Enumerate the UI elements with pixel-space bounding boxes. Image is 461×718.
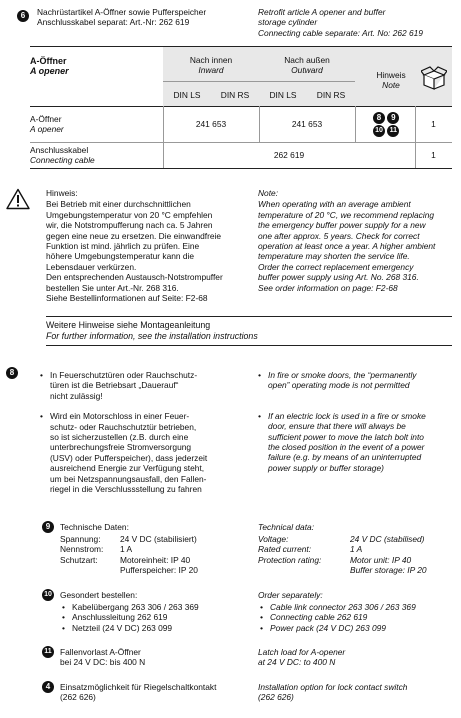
- section-11-en: Latch load for A-opener at 24 V DC: to 400 N: [258, 647, 346, 668]
- header-de: Nachrüstartikel A-Öffner sowie Pufferspeicher Anschlusskabel separat: Art.-Nr: 262 619: [37, 7, 207, 28]
- row-a-opener-outward: 241 653: [291, 119, 323, 129]
- row-cable-qty: 1: [431, 150, 436, 160]
- list-item: • Netzteil (24 V DC) 263 099: [62, 623, 199, 633]
- warning-de: Hinweis: Bei Betrieb mit einer durchschnittlichen Umgebungstemperatur von 20 °C empfehlen wir, die Notstrompufferung nach ca. 5 Jahren gegen eine neue zu ersetzen. Die einwandfreie Funktion ist mind. jährlich zu prüfen. Eine höhere Umgebungstemperatur kann die Lebensdauer verkürzen. Den entsprechenden Austausch-Notstrompuffer bestellen Sie unter Art.-Nr. 268 316. Siehe Bestellinformationen auf Seite: F2-68: [46, 188, 223, 304]
- section-9-title-en: Technical data:: [258, 522, 315, 532]
- further-top-rule: [46, 316, 452, 317]
- order-list-en: [260, 602, 416, 633]
- item-number-9: 9: [42, 521, 54, 533]
- outward-header: Nach außen Outward: [284, 55, 330, 76]
- item-number-10: 10: [42, 589, 54, 601]
- tech-data-en: Voltage: 24 V DC (stabilised) Rated current: 1 A Protection rating: Motor unit: IP 40 Buffer storage: IP 20: [258, 534, 427, 576]
- warning-en: Note: When operating with an average ambient temperature of 20 °C, we recommend replacing the emergency buffer power supply for a new one after approx. 5 years. Check for correct operation at least once a year. A higher ambient temperature may shorten the service life. Order the correct replacement emergency buffer power supply using Art. No. 268 316. See order information on page: F2-68: [258, 188, 436, 293]
- table-bottom-rule: [30, 168, 452, 169]
- table-title-de: A-Öffner: [30, 56, 67, 66]
- item-number-8: 8: [6, 367, 18, 379]
- note-number-10: 10: [373, 125, 385, 137]
- list-item: • Power pack (24 V DC) 263 099: [260, 623, 416, 633]
- item-number-4: 4: [42, 681, 54, 693]
- section-11-de: Fallenvorlast A-Öffner bei 24 V DC: bis 400 N: [60, 647, 146, 668]
- table-header-rule: [30, 106, 452, 107]
- note-number-9: 9: [387, 112, 399, 124]
- row-a-opener-qty: 1: [431, 119, 436, 129]
- list-item: • In Feuerschutztüren oder Rauchschutz- türen ist die Betriebsart „Dauerauf“ nicht zulässig!: [40, 370, 250, 401]
- din-ls-header: DIN LS: [269, 90, 297, 100]
- table-header-divider: [163, 81, 355, 82]
- section-8-de: [40, 370, 250, 494]
- inward-header: Nach innen Inward: [189, 55, 233, 76]
- section-10-title-de: Gesondert bestellen:: [60, 590, 138, 600]
- item-number-11: 11: [42, 646, 54, 658]
- din-rs-header: DIN RS: [316, 90, 346, 100]
- table-top-rule: [30, 46, 452, 47]
- header-en: Retrofit article A opener and buffer storage cylinder Connecting cable separate: Art. No: 262 619: [258, 7, 423, 38]
- note-number-8: 8: [373, 112, 385, 124]
- section-4-en: Installation option for lock contact switch (262 626): [258, 682, 408, 703]
- din-rs-header: DIN RS: [220, 90, 250, 100]
- package-box-icon: [421, 66, 447, 90]
- row-a-opener-notes: [373, 112, 403, 137]
- list-item: • If an electric lock is used in a fire or smoke door, ensure that there will always be sufficient power to move the latch bolt into the closed position in the event of a power failure (e.g. by means of an uninterrupted power supply or buffer storage): [258, 411, 458, 473]
- row-cable-value: 262 619: [273, 150, 305, 160]
- list-item: • Cable link connector 263 306 / 263 369: [260, 602, 416, 612]
- din-ls-header: DIN LS: [173, 90, 201, 100]
- section-4-de: Einsatzmöglichkeit für Riegelschaltkontakt (262 626): [60, 682, 217, 703]
- further-info: Weitere Hinweise siehe Montageanleitung For further information, see the installation instructions: [46, 320, 258, 341]
- table-col-divider: [355, 106, 356, 142]
- section-9-title-de: Technische Daten:: [60, 522, 129, 532]
- item-number-6: 6: [17, 10, 29, 22]
- row-cable-label: Anschlusskabel Connecting cable: [30, 145, 95, 166]
- list-item: • Wird ein Motorschloss in einer Feuer- schutz- oder Rauchschutztür betrieben, so ist sicherzustellen (z.B. durch eine unterbrechungsfreie Stromversorgung (USV) oder Pufferspeicher), dass jederzeit ausreichend Energie zur Verfügung steht, um bei Netzspannungsausfall, den Fallen- riegel in die Verschlussstellung zu fahren: [40, 411, 250, 494]
- list-item: • Anschlussleitung 262 619: [62, 612, 199, 622]
- note-header: Hinweis Note: [376, 70, 406, 91]
- table-row-divider: [30, 142, 452, 143]
- list-item: • In fire or smoke doors, the “permanently open” operating mode is not permitted: [258, 370, 458, 391]
- order-list-de: [62, 602, 199, 633]
- row-a-opener-label: A-Öffner A opener: [30, 114, 64, 135]
- list-item: • Connecting cable 262 619: [260, 612, 416, 622]
- row-a-opener-inward: 241 653: [195, 119, 227, 129]
- tech-data-de: Spannung: 24 V DC (stabilisiert) Nennstrom: 1 A Schutzart: Motoreinheit: IP 40 Pufferspeicher: IP 20: [60, 534, 198, 576]
- further-bottom-rule: [46, 345, 452, 346]
- warning-triangle-icon: [6, 188, 30, 210]
- list-item: • Kabelübergang 263 306 / 263 369: [62, 602, 199, 612]
- section-8-en: [258, 370, 458, 473]
- section-10-title-en: Order separately:: [258, 590, 323, 600]
- note-number-11: 11: [387, 125, 399, 137]
- table-title-en: A opener: [30, 66, 69, 76]
